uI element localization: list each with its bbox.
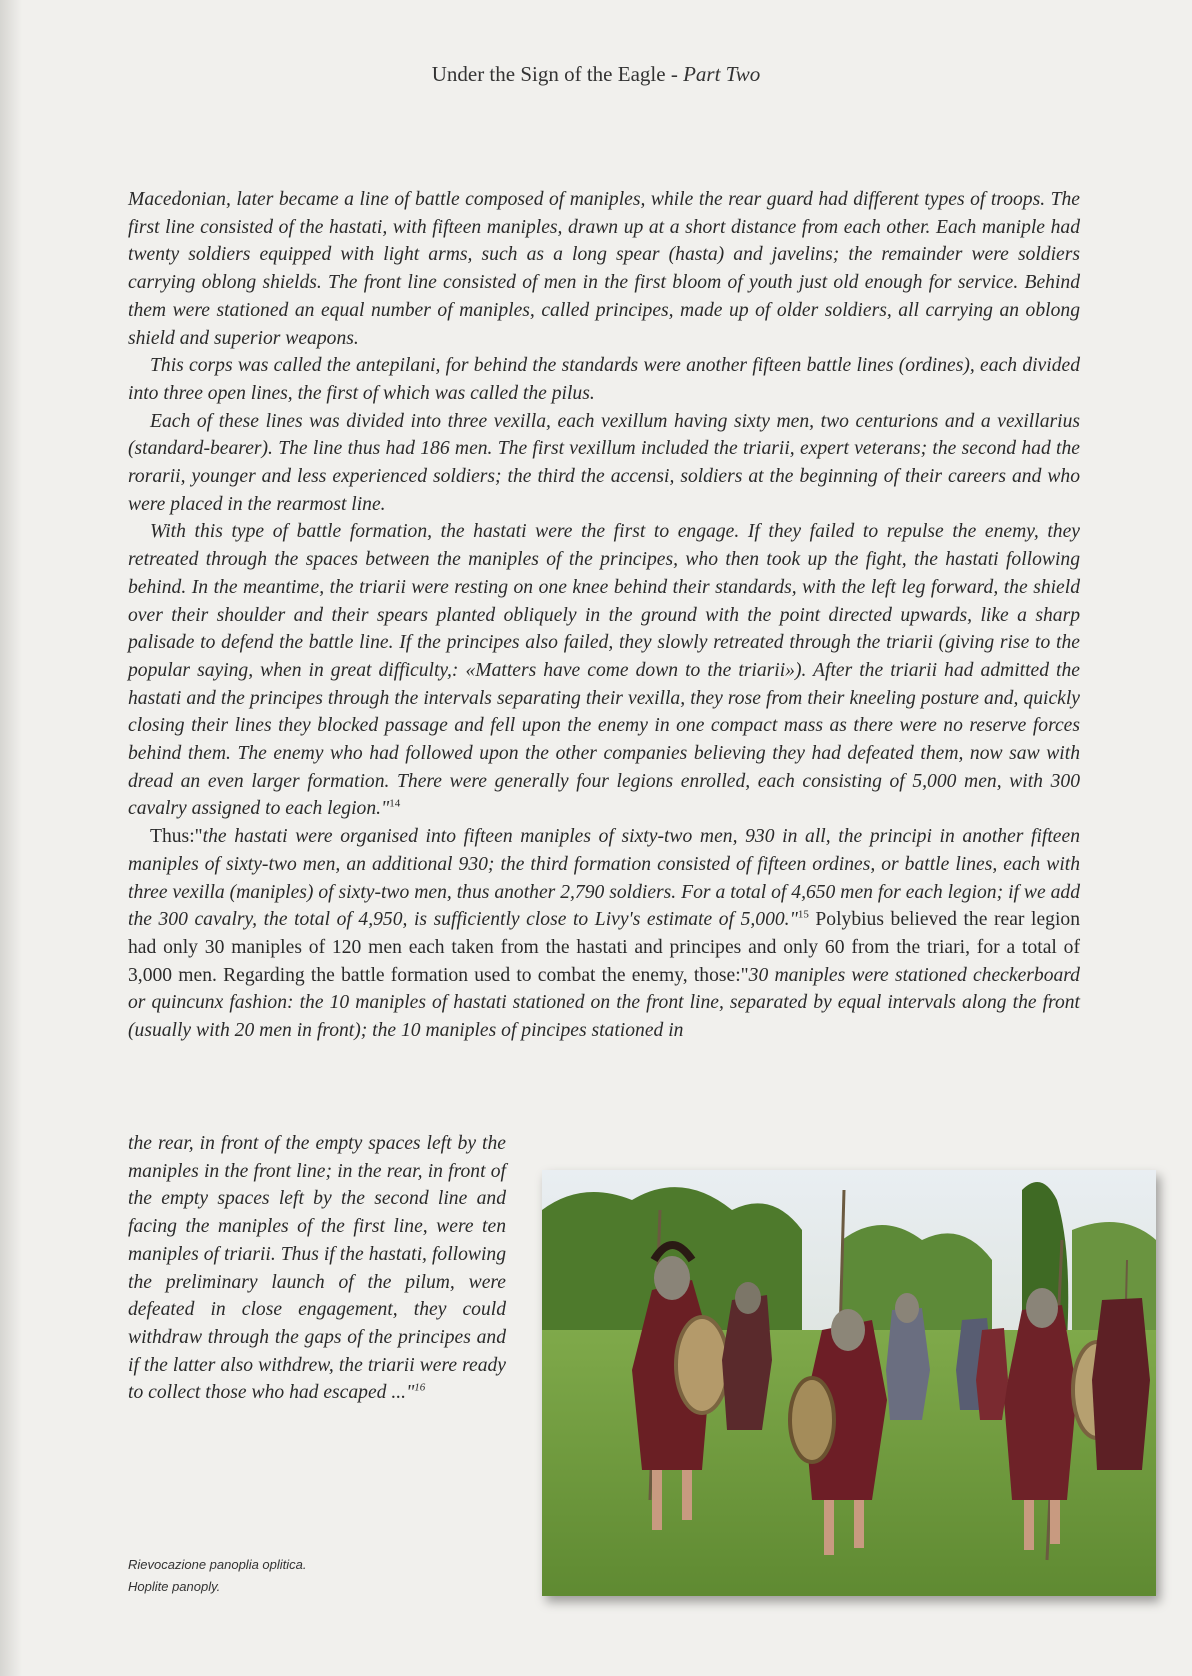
page-gutter-shadow [0, 0, 22, 1676]
hoplite-photo [542, 1170, 1156, 1596]
paragraph-4 [128, 518, 1080, 823]
paragraph-5 [128, 823, 1080, 1045]
paragraph-5-quote-1: the hastati were organised into fifteen maniples of sixty-two men, 930 in all, the principi in another fifteen maniples of sixty-two men, an additional 930; the third formation consisted of fifteen ordines, or battle lines, each with three vexilla (maniples) of sixty-two men, thus another 2,790 soldiers. For a total of 4,650 men for each legion; if we add the 300 cavalry, the total of 4,950, is sufficiently close to Livy's estimate of 5,000." [128, 826, 1080, 931]
paragraph-4-text: With this type of battle formation, the hastati were the first to engage. If they failed to repulse the enemy, they retreated through the spaces between the maniples of the principes, who then took up the fight, the hastati following behind. In the meantime, the triarii were resting on one knee behind their standards, with the left leg forward, the shield over their shoulder and their spears planted obliquely in the ground with the point directed upwards, like a sharp palisade to defend the battle line. If the principes also failed, they slowly retreated through the triarii (giving rise to the popular saying, when in great difficulty,: «Matters have come down to the triarii»). After the triarii had admitted the hastati and the principes through the intervals separating their vexilla, they rose from their kneeling posture and, quickly closing their lines they blocked passage and fell upon the enemy in one compact mass as there were no reserve forces behind them. The enemy who had followed upon the other companies believing they had defeated them, now saw with dread an even larger formation. There were generally four legions enrolled, each consisting of 5,000 men, with 300 cavalry assigned to each legion." [128, 521, 1080, 820]
footnote-ref-15: 15 [797, 908, 809, 921]
header-part: Part Two [683, 62, 761, 86]
header-separator: - [670, 62, 678, 86]
hoplite-photo-illustration [542, 1170, 1156, 1596]
paragraph-2: This corps was called the antepilani, for behind the standards were another fifteen battle lines (ordines), each divided into three open lines, the first of which was called the pilus. [128, 355, 1080, 404]
paragraph-5-quote-2: 30 maniples were stationed checkerboard or quincunx fashion: the 10 maniples of hastati stationed on the front line, separated by equal intervals along the front (usually with 20 men in front); the 10 maniples of pincipes stationed in [128, 964, 1080, 1042]
caption-english: Hoplite panoply. [128, 1579, 221, 1594]
running-header [0, 62, 1192, 87]
paragraph-6 [128, 1130, 506, 1407]
paragraph-5-lead: Thus:" [150, 826, 203, 848]
paragraph-3: Each of these lines was divided into three vexilla, each vexillum having sixty men, two centurions and a vexillarius (standard-bearer). The line thus had 186 men. The first vexillum included the triarii, expert veterans; the second had the rorarii, younger and less experienced soldiers; the third the accensi, soldiers at the beginning of their careers and who were placed in the rearmost line. [128, 410, 1080, 515]
paragraph-1: Macedonian, later became a line of battle composed of maniples, while the rear guard had different types of troops. The first line consisted of the hastati, with fifteen maniples, drawn up at a short distance from each other. Each maniple had twenty soldiers equipped with light arms, such as a long spear (hasta) and javelins; the remainder were soldiers carrying oblong shields. The front line consisted of men in the first bloom of youth just old enough for service. Behind them were stationed an equal number of maniples, called principes, made up of older soldiers, all carrying an oblong shield and superior weapons. [128, 189, 1080, 349]
wrapped-text [128, 1130, 506, 1407]
main-text [128, 186, 1080, 1045]
footnote-ref-16: 16 [414, 1381, 426, 1394]
caption-italian: Rievocazione panoplia oplitica. [128, 1557, 307, 1572]
paragraph-6-text: the rear, in front of the empty spaces left by the maniples in the front line; in the rear, in front of the empty spaces left by the second line and facing the maniples of the first line, were ten maniples of triarii. Thus if the hastati, following the preliminary launch of the pilum, were defeated in close engagement, they could withdraw through the gaps of the principes and if the latter also withdrew, the triarii were ready to collect those who had escaped ..." [128, 1133, 506, 1404]
header-title: Under the Sign of the Eagle [431, 62, 666, 86]
footnote-ref-14: 14 [389, 797, 401, 810]
paragraph-5-plain: Polybius believed the rear legion had only 30 maniples of 120 men each taken from the hastati and principes and only 60 from the triari, for a total of 3,000 men. Regarding the battle formation used to combat the enemy, those:" [128, 909, 1080, 986]
photo-caption [128, 1554, 307, 1598]
